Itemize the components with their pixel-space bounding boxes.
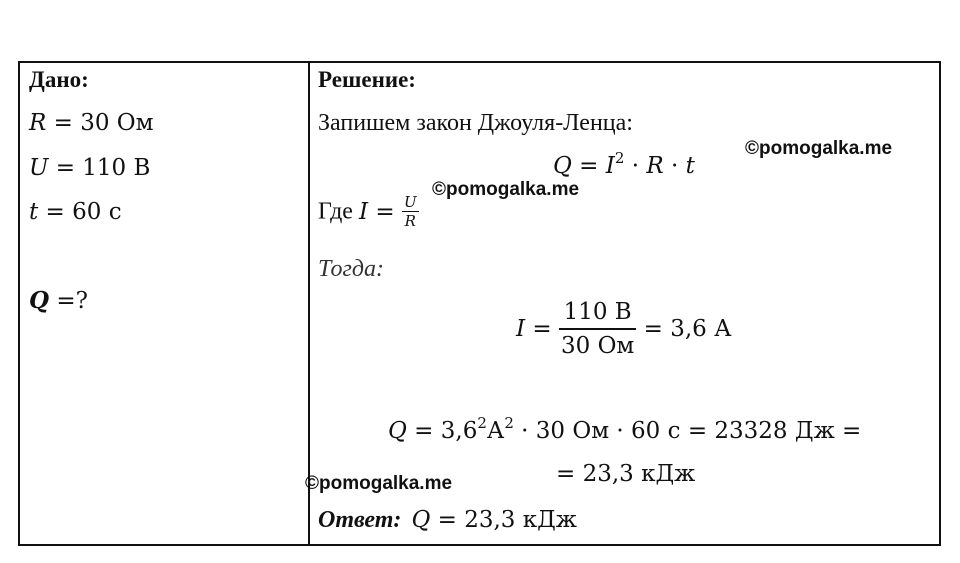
current-calculation: I = $\frac{110 В}{30 Ом}$ = 3,6 А xyxy=(516,296,732,362)
given-voltage xyxy=(29,155,150,181)
then-label: Тогда: xyxy=(318,256,384,282)
var-r: R xyxy=(29,110,47,136)
joule-lenz-formula: $Q = I^2 \cdot R \cdot t$ xyxy=(553,149,695,179)
column-divider xyxy=(308,63,310,544)
var-u: U xyxy=(29,155,49,181)
voltage-value: = 110 В xyxy=(48,155,151,181)
voltage-over-resistance: $\frac{U}{R}$ xyxy=(403,193,417,230)
heat-calculation: $Q = 3,6^2А^2 \cdot 30$ Ом · 60 с = 23328 Дж = xyxy=(388,414,862,444)
answer-line: Ответ: Q = 23,3 кДж xyxy=(318,507,577,533)
time-value: = 60 с xyxy=(38,199,122,225)
current-definition: Где I = $\frac{U}{R}$ xyxy=(318,193,417,230)
given-time xyxy=(29,199,122,225)
current-fraction: $\frac{110 В}{30 Ом}$ xyxy=(559,296,636,362)
var-q: Q xyxy=(29,287,50,314)
unknown-mark: =? xyxy=(49,288,88,314)
given-resistance xyxy=(29,110,154,136)
law-intro: Запишем закон Джоуля-Ленца: xyxy=(318,110,633,136)
watermark: ©pomogalka.me xyxy=(432,179,580,200)
answer-label: Ответ: xyxy=(318,507,402,533)
solution-heading: Решение: xyxy=(318,67,416,92)
watermark: ©pomogalka.me xyxy=(305,473,453,494)
given-unknown xyxy=(29,287,88,314)
watermark: ©pomogalka.me xyxy=(745,138,893,159)
heat-result-kj: = 23,3 кДж xyxy=(556,461,696,487)
var-t: t xyxy=(29,199,39,225)
resistance-value: = 30 Ом xyxy=(46,110,154,136)
given-heading: Дано: xyxy=(29,67,89,92)
